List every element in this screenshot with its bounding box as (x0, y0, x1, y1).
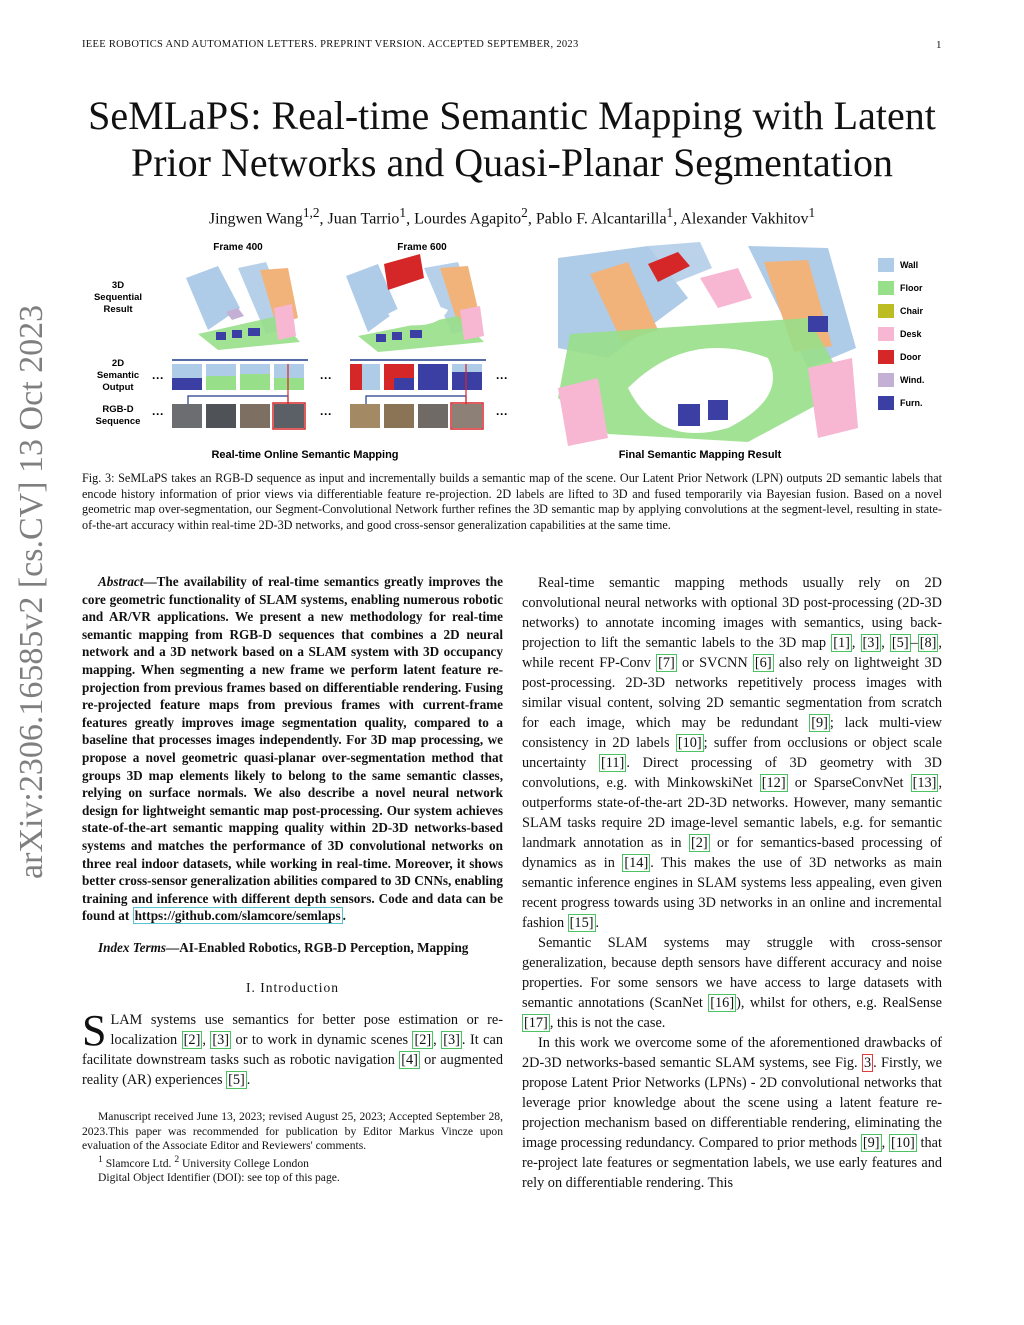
intro-text: , (202, 1032, 211, 1049)
citation-link[interactable]: [6] (754, 655, 772, 671)
index-terms-body: —AI-Enabled Robotics, RGB-D Perception, Mapping (166, 939, 469, 955)
citation-link[interactable]: [16] (710, 995, 735, 1011)
legend-swatch-chair (878, 304, 894, 318)
affiliation-sup: 1 (808, 205, 816, 220)
citation-link[interactable]: [2] (183, 1032, 201, 1049)
legend (878, 258, 924, 410)
body-text: ), whilst for others, e.g. RealSense (736, 995, 942, 1011)
paper-title (60, 92, 964, 186)
citation-link[interactable]: [10] (890, 1135, 915, 1151)
citation-link[interactable]: [17] (524, 1015, 548, 1031)
row-label-semantic: Semantic (96, 370, 140, 381)
row-label-2d: 2D (111, 358, 125, 369)
figure-caption (82, 471, 942, 533)
frame-600-label: Frame 600 (397, 242, 447, 253)
legend-swatch-window (878, 373, 894, 387)
intro-paragraph (82, 1006, 503, 1090)
author-name: Juan Tarrio (327, 210, 400, 228)
intro-text: . (246, 1072, 251, 1089)
running-header: IEEE ROBOTICS AND AUTOMATION LETTERS. PREPRINT VERSION. ACCEPTED SEPTEMBER, 2023 (82, 39, 579, 50)
row-label-rgbd: RGB-D (102, 404, 134, 415)
footnote (82, 1110, 503, 1185)
body-text: , (881, 635, 890, 651)
citation-link[interactable]: [5] (228, 1072, 245, 1089)
ellipsis-right: ··· (496, 407, 508, 421)
citation-link[interactable]: [2] (690, 835, 708, 851)
affiliation-sup: 1 (98, 1154, 103, 1166)
body-text: – (910, 635, 918, 651)
legend-swatch-floor (878, 281, 894, 295)
citation-link[interactable]: [9] (862, 1135, 880, 1151)
body-paragraph-3 (522, 1033, 942, 1193)
title-line-2: Prior Networks and Quasi-Planar Segmentation (130, 140, 894, 185)
right-column (522, 573, 942, 1193)
body-text: , (881, 1135, 889, 1151)
ellipsis-middle: ··· (320, 371, 332, 385)
body-paragraph-1 (522, 573, 942, 933)
body-text: or for semantics-based processing of dynamics as in (522, 835, 942, 871)
legend-label-chair: Chair (900, 306, 924, 316)
citation-link[interactable]: [10] (677, 735, 702, 751)
abstract-label: Abstract (98, 574, 144, 589)
author-list: Jingwen Wang$^{1,2}$, Juan Tarrio$^1$, Lourdes Agapito$^2$, Pablo F. Alcantarilla$^1$, Alexander Vakhitov$^1$ (208, 205, 816, 228)
index-terms-label: Index Terms (98, 939, 167, 955)
final-semantic-map (558, 242, 858, 446)
citation-link[interactable]: [8] (919, 635, 937, 651)
citation-link[interactable]: [13] (912, 775, 937, 791)
arxiv-identifier: arXiv:2306.16585v2 [cs.CV] 13 Oct 2023 (13, 304, 50, 879)
intro-text: LAM systems use semantics for better pose estimation or re-localization (110, 1012, 503, 1049)
body-text: ; suffer from occlusions or object scale uncertainty (522, 735, 942, 771)
body-text: , outperforms state-of-the-art 2D-3D networks. However, many semantic SLAM tasks require 2D image-level semantic labels, e.g. for semantic landmark annotation as in (522, 775, 943, 851)
citation-link[interactable]: [7] (658, 655, 675, 671)
abstract-end: . (342, 908, 346, 924)
drop-cap: S (82, 1006, 107, 1056)
row-label-3d: 3D (111, 280, 125, 291)
citation-link[interactable]: [2] (414, 1032, 432, 1049)
citation-link[interactable]: [3] (862, 635, 880, 651)
frame-600-reconstruction (346, 254, 484, 352)
ellipsis-middle: ··· (320, 407, 332, 421)
body-text: , while recent FP-Conv (522, 635, 942, 671)
citation-link[interactable]: [11] (601, 755, 625, 771)
body-text: also rely on lightweight 3D post-processing. 2D-3D networks repetitively process images with similar visual content, solving 2D semantic segmentation from scratch for each image, which may be redundant (522, 655, 942, 731)
body-text: ; lack multi-view consistency in 2D labels (522, 715, 942, 751)
citation-link[interactable]: [14] (624, 855, 649, 871)
legend-swatch-furniture (878, 396, 894, 410)
citation-link[interactable]: [1] (833, 635, 850, 651)
author-name: Pablo F. Alcantarilla (535, 210, 667, 228)
page-number: 1 (936, 39, 942, 51)
realtime-mapping-label: Real-time Online Semantic Mapping (211, 449, 399, 461)
legend-label-desk: Desk (900, 329, 922, 339)
legend-label-window: Wind. (900, 375, 925, 385)
affiliation-sup: 1,2 (302, 205, 320, 220)
index-terms (82, 939, 503, 957)
body-text: , this is not the case. (549, 1015, 666, 1031)
legend-label-wall: Wall (900, 260, 919, 270)
code-link[interactable]: https://github.com/slamcore/semlaps (134, 908, 341, 924)
abstract-body: —The availability of real-time semantics greatly improves the core geometric functionality of SLAM systems, enabling numerous robotic and AR/VR applications. We present a new methodology for real-time semantic mapping from RGB-D sequences that combines a 2D neural network and a 3D network based on a SLAM system with 3D occupancy mapping. When segmenting a new frame we perform latent feature re-projection from previous frames based on differentiable rendering. Fusing re-projected feature maps from previous frames with current-frame features greatly improves image segmentation quality, compared to a baseline that processes images independently. For 3D map processing, we propose a novel geometric quasi-planar over-segmentation method that groups 3D map elements likely to belong to the same semantic classes, relying on surface normals. We also describe a novel neural network design for lightweight semantic map post-processing. Our system achieves state-of-the-art semantic mapping quality within 2D-3D networks-based systems and matches the performance of 3D convolutional networks on three real indoor datasets, while working in real-time. Moreover, it shows better cross-sensor generalization abilities compared to 3D CNNs, enabling training and inference with different depth sensors. Code and data can be found at (82, 574, 503, 924)
intro-text: or augmented reality (AR) experiences (82, 1052, 503, 1089)
citation-link[interactable]: [3] (443, 1032, 460, 1049)
affiliation-1: Slamcore Ltd. (102, 1156, 175, 1170)
body-text: , (851, 635, 861, 651)
semantic-output-row (152, 360, 508, 390)
body-text: . (595, 915, 600, 931)
author-name: Jingwen Wang (208, 210, 303, 228)
body-text: In this work we overcome some of the aforementioned drawbacks of 2D-3D networks-based semantic SLAM systems, see Fig. (522, 1035, 942, 1071)
left-column (82, 573, 503, 1185)
caption-text: SeMLaPS takes an RGB-D sequence as input and incrementally builds a semantic map of the scene. Our Latent Prior Network (LPN) outputs 2D semantic labels that encode history information of prior views via differentiable feature re-projection. 2D labels are lifted to 3D and fused temporarily via Bayesian fusion. Based on a novel geometric map over-segmentation, our Segment-Convolutional Network further refines the 3D semantic map by applying convolutions at the segment-level, resulting in state-of-the-art accuracy within real-time 2D-3D networks, and good cross-sensor generalization capabilities at the same time. (82, 471, 942, 532)
body-text: or SparseConvNet (787, 775, 911, 791)
row-label-output: Output (102, 382, 134, 393)
ellipsis-right: ··· (496, 371, 508, 385)
affiliation-sup: 1 (399, 205, 407, 220)
legend-label-furniture: Furn. (900, 398, 923, 408)
citation-link[interactable]: [5] (891, 635, 909, 651)
ellipsis-left: ··· (152, 407, 164, 421)
abstract (82, 573, 503, 925)
author-name: Lourdes Agapito (414, 210, 522, 228)
body-text: . Direct processing of 3D geometry with 3D convolutions, e.g. with MinkowskiNet (522, 755, 942, 791)
intro-text: , (433, 1032, 442, 1049)
citation-link[interactable]: [15] (569, 915, 594, 931)
body-text: or SVCNN (676, 655, 753, 671)
affiliation-sup: 2 (174, 1154, 180, 1166)
figure-3 (88, 238, 936, 466)
final-mapping-label: Final Semantic Mapping Result (618, 449, 782, 461)
row-label-sequential: Sequential (93, 292, 143, 303)
caption-label: Fig. 3: (82, 471, 115, 485)
affiliation-sup: 1 (666, 205, 674, 220)
row-label-sequence: Sequence (95, 416, 141, 427)
title-line-1: SeMLaPS: Real-time Semantic Mapping with Latent (88, 93, 936, 138)
section-heading-introduction: I. Introduction (246, 980, 339, 996)
body-text: Real-time semantic mapping methods usually rely on 2D convolutional neural networks with optional 3D post-processing (2D-3D networks) to annotate incoming images with semantics, using back-projection to lift the semantic labels to the 3D map (522, 575, 942, 651)
legend-label-door: Door (900, 352, 921, 362)
intro-text: or to work in dynamic scenes (231, 1032, 413, 1049)
ellipsis-left: ··· (152, 371, 164, 385)
legend-label-floor: Floor (900, 283, 923, 293)
citation-link[interactable]: [4] (401, 1052, 418, 1069)
doi-note: Digital Object Identifier (DOI): see top of this page. (98, 1171, 340, 1185)
figure-reference-link[interactable]: 3 (863, 1055, 872, 1071)
affiliations (82, 1153, 503, 1171)
frame-400-label: Frame 400 (213, 242, 263, 253)
citation-link[interactable]: [3] (212, 1032, 230, 1049)
citation-link[interactable]: [12] (761, 775, 786, 791)
body-paragraph-2 (522, 933, 942, 1033)
citation-link[interactable]: [9] (811, 715, 828, 731)
row-label-result: Result (103, 304, 133, 315)
affiliation-2: University College London (179, 1156, 309, 1170)
frame-400-reconstruction (186, 262, 300, 350)
affiliation-sup: 2 (521, 205, 528, 220)
body-text: Semantic SLAM systems may struggle with cross-sensor generalization, because depth sensors have different accuracy and noise properties. For some sensors we have access to large datasets with semantic annotations (ScanNet (522, 935, 942, 1011)
legend-swatch-desk (878, 327, 894, 341)
author-name: Alexander Vakhitov (680, 210, 809, 228)
body-text: . Firstly, we propose Latent Prior Networks (LPNs) - 2D convolutional networks that leverage prior knowledge about the scene using a latent feature re-projection mechanism based on differentiable rendering, eliminating the image processing redundancy. Compared to prior methods (522, 1055, 942, 1151)
intro-text: . It can facilitate downstream tasks such as robotic navigation (82, 1032, 503, 1069)
legend-swatch-wall (878, 258, 894, 272)
manuscript-dates: Manuscript received June 13, 2023; revised August 25, 2023; Accepted September 28, 2023.This paper was recommended for publication by Editor Markus Vincze upon evaluation of the Associate Editor and Reviewers' comments. (82, 1110, 503, 1152)
body-text: that re-project late features or segmentation labels, we use early features and rely on differentiable rendering. This (522, 1135, 942, 1191)
legend-swatch-door (878, 350, 894, 364)
body-text: . This makes the use of 3D networks as main semantic inference engines in SLAM systems less appealing, even given recent progress towards using 3D networks in an online and incremental fashion (522, 855, 942, 931)
